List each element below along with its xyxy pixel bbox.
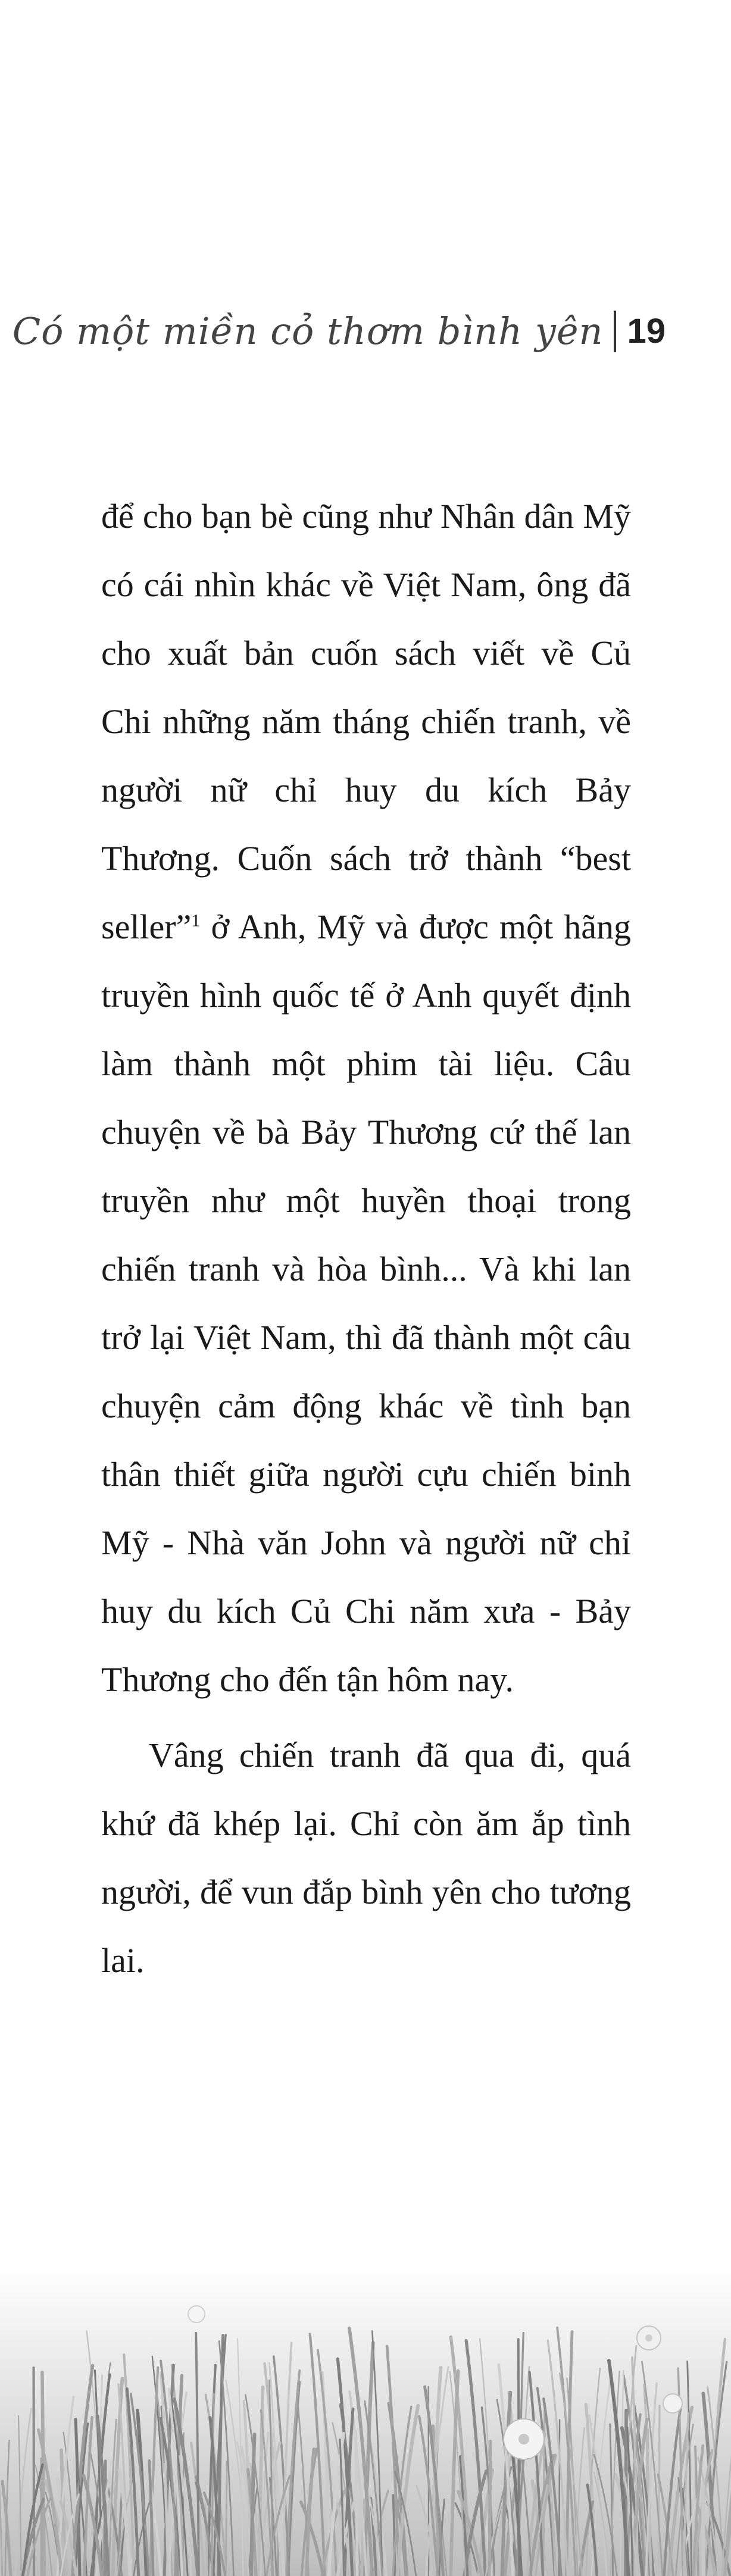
page-number: 19 <box>627 312 666 350</box>
grass-blade <box>356 2431 357 2576</box>
paragraph-2: Vâng chiến tranh đã qua đi, quá khứ đã khép lại. Chỉ còn ăm ắp tình người, để vun đắp bình yên cho tương lai. <box>101 1736 631 1980</box>
grass-blade <box>489 2441 491 2576</box>
grass-blade <box>659 2406 660 2576</box>
book-title: Có một miền cỏ thơm bình yên <box>12 309 604 353</box>
flower-icon <box>188 2306 205 2323</box>
grass-blade <box>703 2486 704 2576</box>
paragraph-1-part-a: để cho bạn bè cũng như Nhân dân Mỹ có cái nhìn khác về Việt Nam, ông đã cho xuất bản cuốn sách viết về Củ Chi những năm tháng chiến tranh, về người nữ chỉ huy du kích Bảy Thương. Cuốn sách trở thành “best seller” <box>101 497 631 946</box>
flower-icon <box>504 2419 544 2459</box>
header-divider <box>614 311 616 352</box>
flower-icon <box>663 2394 682 2413</box>
footnote-marker: 1 <box>191 910 201 931</box>
flower-icon <box>637 2326 661 2350</box>
paragraph-1-part-b: ở Anh, Mỹ và được một hãng truyền hình quốc tế ở Anh quyết định làm thành một phim tài liệu. Câu chuyện về bà Bảy Thương cứ thế lan truyền như một huyền thoại trong chiến tranh và hòa bình... Và khi lan trở lại Việt Nam, thì đã thành một câu chuyện cảm động khác về tình bạn thân thiết giữa người cựu chiến binh Mỹ - Nhà văn John và người nữ chỉ huy du kích Củ Chi năm xưa - Bảy Thương cho đến tận hôm nay. <box>101 907 631 1699</box>
grass-illustration <box>0 2267 731 2576</box>
running-header <box>13 309 666 353</box>
body-text <box>101 482 631 1995</box>
paragraph-1 <box>101 482 631 1714</box>
